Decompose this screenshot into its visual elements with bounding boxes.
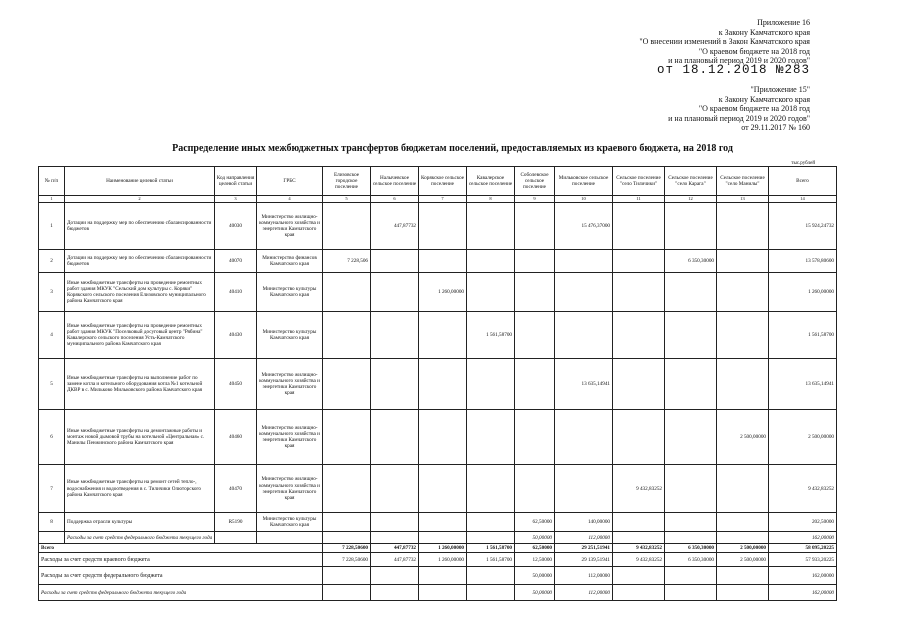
column-number: 5 [323,196,371,203]
cell: 50,00000 [515,567,555,585]
row-total: 13 635,14941 [769,359,837,410]
column-header: Елизовское городское поселение [323,167,371,196]
cell [613,359,665,410]
row-total: 1 561,58700 [769,312,837,359]
cell [419,359,467,410]
row-total: 58 095,20225 [769,544,837,553]
column-number: 6 [371,196,419,203]
column-header: Наименование целевой статьи [65,167,215,196]
law-reference: к Закону Камчатского края [718,94,810,104]
cell [371,359,419,410]
cell [419,465,467,513]
row-total: 202,50000 [769,513,837,532]
cell: 13 635,14941 [555,359,613,410]
law-title-line: "О краевом бюджете на 2018 год [698,46,810,56]
appendix-number: "Приложение 15" [750,85,810,94]
column-number: 13 [717,196,769,203]
cell [323,513,371,532]
cell [717,273,769,312]
row-total: 13 578,80600 [769,250,837,273]
column-header: Сельское поселение "село Тиличики" [613,167,665,196]
row-number: 8 [39,513,65,532]
cell [515,203,555,250]
row-total: 9 432,83252 [769,465,837,513]
row-grbs: Министерство жилищно-коммунального хозяйства и энергетики Камчатского края [257,410,323,465]
row-name: Иные межбюджетные трансферты на ремонт сетей тепло-, водоснабжения и водоотведения в с. Тиличики Олюторского района Камчатского края [65,465,215,513]
cell [371,273,419,312]
cell [717,513,769,532]
transfers-table [38,166,837,601]
row-total: 162,00000 [769,567,837,585]
cell: 6 350,30000 [665,544,717,553]
cell: 9 432,83252 [613,465,665,513]
table-row [39,273,837,312]
cell [515,359,555,410]
law-date: от 29.11.2017 № 160 [741,123,810,133]
row-number: 4 [39,312,65,359]
cell: 9 432,83252 [613,553,665,567]
cell [515,273,555,312]
table-row [39,250,837,273]
column-header: Код направления целевой статьи [215,167,257,196]
regional-budget-row [39,553,837,567]
cell [515,312,555,359]
column-number: 3 [215,196,257,203]
original-appendix-header [668,85,810,133]
column-number: 8 [467,196,515,203]
cell: 12,50000 [515,553,555,567]
cell [555,312,613,359]
column-header: Сельское поселение "село Карага" [665,167,717,196]
cell: 1 260,00000 [419,273,467,312]
column-header: Всего [769,167,837,196]
cell [467,250,515,273]
cell: 9 432,83252 [613,544,665,553]
cell: 6 350,30000 [665,553,717,567]
row-name: Иные межбюджетные трансферты на выполнение работ по замене котла и котельного оборудования котла №1 котельной ДКВР в с. Мильково Мильковского района Камчатского края [65,359,215,410]
column-number-row [39,196,837,203]
law-title-line: и на плановый период 2019 и 2020 годов" [668,56,810,66]
row-code: 40450 [215,359,257,410]
row-total: 162,00000 [769,585,837,601]
cell [467,410,515,465]
row-label: Расходы за счет средств федерального бюджета текущего года [65,532,215,544]
column-header: Кавалерское сельское поселение [467,167,515,196]
cell [323,410,371,465]
column-number: 9 [515,196,555,203]
cell: 50,00000 [515,532,555,544]
cell [717,312,769,359]
law-title-line: и на плановый период 2019 и 2020 годов" [668,113,810,123]
column-number: 10 [555,196,613,203]
cell [717,250,769,273]
row-number: 2 [39,250,65,273]
cell [665,273,717,312]
cell [371,250,419,273]
cell: 2 500,00000 [717,553,769,567]
cell [555,250,613,273]
column-header: Налычевское сельское поселение [371,167,419,196]
row-code: 40430 [215,312,257,359]
cell [467,359,515,410]
row-number: 3 [39,273,65,312]
law-reference: к Закону Камчатского края [718,27,810,37]
row-grbs: Министерство жилищно-коммунального хозяйства и энергетики Камчатского края [257,203,323,250]
row-grbs: Министерство жилищно-коммунального хозяйства и энергетики Камчатского края [257,465,323,513]
cell [371,312,419,359]
row-code: 40460 [215,410,257,465]
row-number: 6 [39,410,65,465]
row-code: 40470 [215,465,257,513]
cell: 1 260,00000 [419,544,467,553]
row-total: 162,00000 [769,532,837,544]
row-name: Дотации на поддержку мер по обеспечению сбалансированности бюджетов [65,203,215,250]
federal-current-year-row [39,585,837,601]
cell [419,250,467,273]
row-code: 40030 [215,203,257,250]
column-number: 7 [419,196,467,203]
row-label: Расходы за счет средств федерального бюджета текущего года [39,585,323,601]
appendix-header [639,18,810,76]
column-number: 14 [769,196,837,203]
cell: 29 251,51941 [555,544,613,553]
row-name: Иные межбюджетные трансферты на демонтажные работы и монтаж новой дымовой трубы на котельной «Центральная» с. Манилы Пенжинского района Камчатского края [65,410,215,465]
column-number: 11 [613,196,665,203]
law-title-line: "О внесении изменений в Закон Камчатского края [639,37,810,47]
cell: 112,00000 [555,532,613,544]
cell [555,410,613,465]
cell: 7 228,506 [323,250,371,273]
column-header: ГРБС [257,167,323,196]
row-code: 40410 [215,273,257,312]
row-total: 15 924,24732 [769,203,837,250]
cell [665,513,717,532]
cell [555,465,613,513]
appendix-number: Приложение 16 [757,18,810,27]
cell [419,513,467,532]
document-title: Распределение иных межбюджетных трансфертов бюджетам поселений, предоставляемых из краевого бюджета, на 2018 год [172,143,733,154]
column-number: 12 [665,196,717,203]
column-header: Мильковское сельское поселение [555,167,613,196]
column-header: Корякское сельское поселение [419,167,467,196]
row-grbs: Министерство культуры Камчатского края [257,513,323,532]
table-row [39,513,837,532]
federal-budget-row [39,567,837,585]
row-label: Всего [39,544,323,553]
cell [613,250,665,273]
table-row [39,359,837,410]
cell [323,312,371,359]
cell [419,410,467,465]
row-name: Поддержка отрасли культуры [65,513,215,532]
row-name: Иные межбюджетные трансферты на проведение ремонтных работ здания МКУК "Поселковый досуговый центр "Рябина" Кавалерского сельского поселения Усть-Камчатского муниципального района Камчатского края [65,312,215,359]
cell: 1 260,00000 [419,553,467,567]
cell [467,465,515,513]
row-total: 1 260,00000 [769,273,837,312]
cell: 1 561,58700 [467,544,515,553]
table-header-row [39,167,837,196]
column-header: № п/п [39,167,65,196]
cell [515,465,555,513]
row-label: Расходы за счет средств краевого бюджета [39,553,323,567]
cell: 447,87732 [371,203,419,250]
law-title-line: "О краевом бюджете на 2018 год [698,104,810,114]
row-code: 40070 [215,250,257,273]
cell [717,465,769,513]
table-row [39,410,837,465]
row-total: 57 933,20225 [769,553,837,567]
table-row [39,203,837,250]
cell [323,359,371,410]
cell [613,513,665,532]
cell: 6 350,30000 [665,250,717,273]
row-grbs: Министерство культуры Камчатского края [257,273,323,312]
row-grbs: Министерство финансов Камчатского края [257,250,323,273]
cell: 447,87732 [371,553,419,567]
row-number: 7 [39,465,65,513]
cell [323,203,371,250]
column-number: 4 [257,196,323,203]
cell [323,465,371,513]
date-number-stamp: от 18.12.2018 №283 [656,62,810,77]
cell [419,203,467,250]
cell [665,312,717,359]
cell: 2 500,00000 [717,410,769,465]
column-number: 1 [39,196,65,203]
cell [555,273,613,312]
row-number: 5 [39,359,65,410]
cell [371,513,419,532]
cell: 62,50000 [515,513,555,532]
cell: 50,00000 [515,585,555,601]
cell [665,203,717,250]
cell [419,312,467,359]
row-name: Дотации на поддержку мер по обеспечению сбалансированности бюджетов [65,250,215,273]
units-label: тыс.рублей [791,161,815,166]
row-label: Расходы за счет средств федерального бюджета [39,567,323,585]
cell [613,410,665,465]
row-code: R5190 [215,513,257,532]
cell: 1 561,58700 [467,312,515,359]
cell [467,513,515,532]
subtotal-row-federal [39,532,837,544]
cell [717,203,769,250]
row-number: 1 [39,203,65,250]
total-row [39,544,837,553]
cell [323,273,371,312]
cell: 112,00000 [555,567,613,585]
cell: 29 139,51941 [555,553,613,567]
cell [515,250,555,273]
cell [371,410,419,465]
cell [665,465,717,513]
cell: 140,00000 [555,513,613,532]
row-name: Иные межбюджетные трансферты на проведение ремонтных работ здания МКУК "Сельский дом культуры с. Коряки" Корякского сельского поселения Елизовского муниципального района Камчатского края [65,273,215,312]
column-header: Соболевское сельское поселение [515,167,555,196]
cell: 112,00000 [555,585,613,601]
cell [613,273,665,312]
column-header: Сельское поселение "село Манилы" [717,167,769,196]
cell [613,203,665,250]
cell: 7 228,50600 [323,544,371,553]
column-number: 2 [65,196,215,203]
cell [717,359,769,410]
table-row [39,312,837,359]
cell [515,410,555,465]
cell [467,273,515,312]
cell [613,312,665,359]
cell [371,465,419,513]
cell [467,203,515,250]
row-total: 2 500,00000 [769,410,837,465]
cell: 7 228,50600 [323,553,371,567]
cell [665,410,717,465]
cell: 2 500,00000 [717,544,769,553]
cell [665,359,717,410]
cell: 15 476,37000 [555,203,613,250]
cell: 1 561,58700 [467,553,515,567]
row-grbs: Министерство культуры Камчатского края [257,312,323,359]
cell: 62,50000 [515,544,555,553]
table-row [39,465,837,513]
row-grbs: Министерство жилищно-коммунального хозяйства и энергетики Камчатского края [257,359,323,410]
cell: 447,87732 [371,544,419,553]
